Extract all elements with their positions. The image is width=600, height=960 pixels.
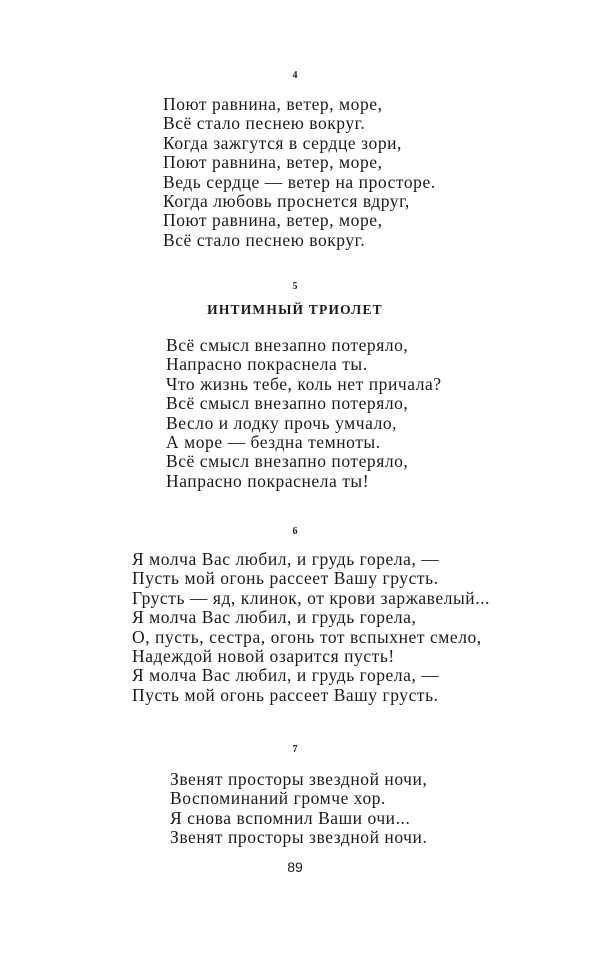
verse-line: Что жизнь тебе, коль нет причала?: [166, 373, 442, 394]
verse-line: Я снова вспомнил Ваши очи...: [170, 807, 411, 828]
poem-number: 6: [292, 526, 298, 537]
verse-line: Всё смысл внезапно потеряло,: [166, 335, 409, 355]
verse-line: А море — бездна темноты.: [166, 431, 381, 452]
verse-line: Всё смысл внезапно потеряло,: [166, 451, 409, 472]
poem-7-text: [170, 770, 427, 848]
verse-line: Всё стало песнею вокруг.: [163, 229, 366, 250]
verse-line: Поют равнина, ветер, море,: [163, 94, 383, 114]
verse-line: Поют равнина, ветер, море,: [163, 152, 383, 173]
verse-line: Напрасно покраснела ты.: [166, 354, 368, 375]
verse-line: Напрасно покраснела ты!: [166, 470, 370, 491]
verse-line: Когда зажгутся в сердце зори,: [163, 132, 402, 153]
poem-4-text: [163, 95, 436, 250]
poem-number: 4: [292, 70, 298, 81]
poem-number: 7: [292, 744, 298, 755]
verse-line: Я молча Вас любил, и грудь горела, —: [132, 549, 440, 569]
verse-line: Пусть мой огонь рассеет Вашу грусть.: [132, 568, 439, 589]
verse-line: Я молча Вас любил, и грудь горела, —: [132, 665, 440, 686]
verse-line: Поют равнина, ветер, море,: [163, 210, 383, 231]
poem-number: 5: [292, 281, 298, 292]
verse-line: О, пусть, сестра, огонь тот вспыхнет смело,: [132, 626, 482, 647]
verse-line: Пусть мой огонь рассеет Вашу грусть.: [132, 684, 439, 705]
verse-line: Воспоминаний громче хор.: [170, 788, 386, 809]
verse-line: Грусть — яд, клинок, от крови заржавелый...: [132, 587, 490, 608]
poem-6-text: [132, 550, 490, 705]
verse-line: Когда любовь проснется вдруг,: [163, 190, 410, 211]
verse-line: Весло и лодку прочь умчало,: [166, 412, 398, 433]
page-number: 89: [287, 859, 303, 875]
verse-line: Надеждой новой озарится пусть!: [132, 645, 395, 666]
poem-title: ИНТИМНЫЙ ТРИОЛЕТ: [207, 302, 383, 317]
verse-line: Я молча Вас любил, и грудь горела,: [132, 607, 417, 628]
poem-5-text: [166, 336, 442, 491]
verse-line: Звенят просторы звездной ночи,: [170, 769, 428, 789]
verse-line: Всё стало песнею вокруг.: [163, 113, 366, 134]
verse-line: Звенят просторы звездной ночи.: [170, 827, 428, 848]
verse-line: Ведь сердце — ветер на просторе.: [163, 171, 436, 192]
verse-line: Всё смысл внезапно потеряло,: [166, 393, 409, 414]
